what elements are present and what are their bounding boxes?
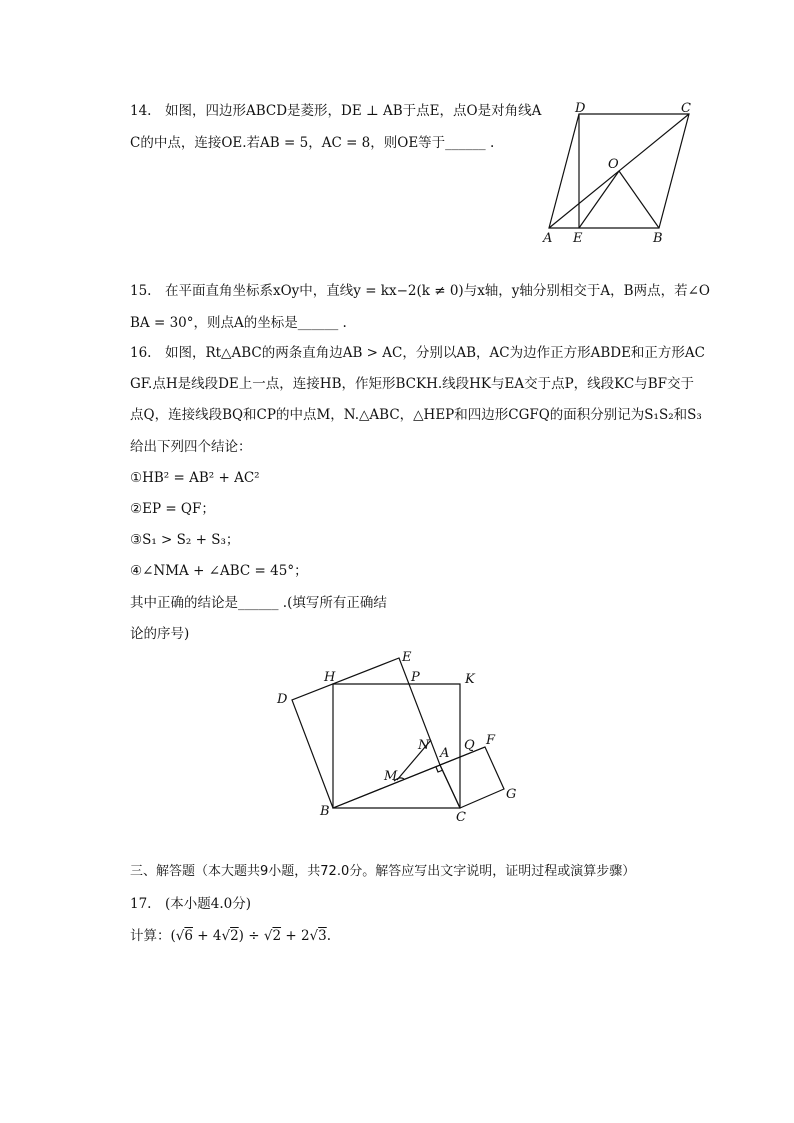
q16-line6: 论的序号) <box>130 626 190 642</box>
q16-line2: GF.点H是线段DE上一点，连接HB，作矩形BCKH.线段HK与EA交于点P，线段KC与BF交于 <box>130 376 695 392</box>
label-d: D <box>575 101 586 116</box>
q14-line2: C的中点，连接OE.若AB = 5，AC = 8，则OE等于______ . <box>130 135 495 151</box>
q16-conclusion-3: ③S₁ > S₂ + S₃； <box>130 532 240 548</box>
q16-conclusion-2: ②EP = QF； <box>130 501 215 517</box>
label-o: O <box>608 157 619 172</box>
label-c: C <box>456 810 466 825</box>
sqrt-sign: √ <box>221 928 231 944</box>
sqrt-sign: √ <box>175 928 185 944</box>
q16-conclusion-4: ④∠NMA + ∠ABC = 45°； <box>130 563 308 579</box>
q15-line2: BA = 30°，则点A的坐标是______ . <box>130 315 347 331</box>
label-d: D <box>277 692 288 707</box>
q16-line1: 16. 如图，Rt△ABC的两条直角边AB > AC，分别以AB，AC为边作正方形ABDE和正方形AC <box>130 345 706 361</box>
label-a: A <box>543 231 553 246</box>
section-3-heading: 三、解答题（本大题共9小题，共72.0分。解答应写出文字说明，证明过程或演算步骤） <box>130 864 636 879</box>
label-p: P <box>411 670 420 685</box>
label-k: K <box>465 672 475 687</box>
q17-radicand-1: 6 <box>184 928 193 944</box>
sqrt-sign: √ <box>309 928 319 944</box>
q17-radicand-3: 2 <box>272 928 282 944</box>
q17-plus4: + 4 <box>192 928 222 944</box>
label-n: N <box>418 738 430 753</box>
q16-conclusion-1: ①HB² = AB² + AC² <box>130 470 260 486</box>
q17-radicand-2: 2 <box>230 928 239 944</box>
label-b: B <box>653 231 663 246</box>
label-q: Q <box>464 738 475 753</box>
segment-ac <box>440 765 460 808</box>
label-e: E <box>573 231 583 246</box>
q17-close: ) ÷ <box>238 928 264 944</box>
q16-line5: 其中正确的结论是______ .(填写所有正确结 <box>130 595 387 611</box>
sqrt-sign: √ <box>263 928 273 944</box>
q17-end: . <box>326 928 332 944</box>
q15-line1: 15. 在平面直角坐标系xOy中，直线y = kx−2(k ≠ 0)与x轴，y轴分别相交于A，B两点，若∠O <box>130 283 710 299</box>
segment-oe <box>579 171 619 228</box>
q17-prefix: 计算： <box>130 928 171 944</box>
q16-line3: 点Q，连接线段BQ和CP的中点M，N.△ABC，△HEP和四边形CGFQ的面积分别记为S₁S₂和S₃ <box>130 407 702 423</box>
label-a: A <box>440 746 450 761</box>
q16-line4: 给出下列四个结论： <box>130 439 252 455</box>
label-f: F <box>486 733 496 748</box>
label-c: C <box>681 101 691 116</box>
q17-open: ( <box>170 928 176 944</box>
label-b: B <box>320 804 330 819</box>
q17-expression <box>130 926 331 946</box>
q17-title: 17. (本小题4.0分) <box>130 896 251 912</box>
label-m: M <box>384 769 398 784</box>
label-g: G <box>506 787 517 802</box>
label-e: E <box>402 650 412 665</box>
q17-plus2: + 2 <box>281 928 310 944</box>
squares-figure <box>268 642 528 832</box>
q17-radicand-4: 3 <box>318 928 327 944</box>
q14-line1: 14. 如图，四边形ABCD是菱形，DE ⊥ AB于点E，点O是对角线A <box>130 103 542 119</box>
segment-bf <box>333 747 485 808</box>
rhombus-figure <box>535 100 705 250</box>
segment-ob <box>619 171 659 228</box>
square-acgf <box>440 747 504 808</box>
label-h: H <box>324 670 336 685</box>
